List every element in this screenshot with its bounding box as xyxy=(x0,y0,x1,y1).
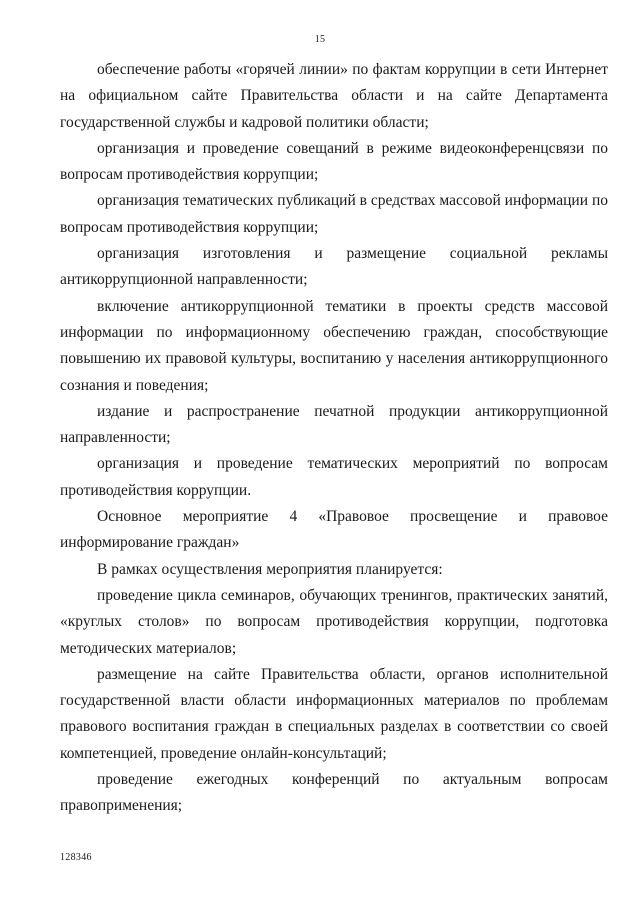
paragraph-website-materials: размещение на сайте Правительства области, органов исполнительной государственной власти области информационных материалов по проблемам правового воспитания граждан в специальных разделах в соответствии со своей компетенцией, проведение онлайн-консультаций; xyxy=(60,665,608,762)
paragraph-planned-intro: В рамках осуществления мероприятия планируется: xyxy=(97,560,443,578)
paragraph-seminars: проведение цикла семинаров, обучающих тренингов, практических занятий, «круглых столов» по вопросам противодействия коррупции, подготовка методических материалов; xyxy=(60,586,608,657)
paragraph-video-conferences: организация и проведение совещаний в режиме видеоконференцсвязи по вопросам противодействия коррупции; xyxy=(60,139,608,184)
document-code: 128346 xyxy=(60,852,92,863)
paragraph-social-advertising: организация изготовления и размещение социальной рекламы антикоррупционной направленности; xyxy=(60,245,608,289)
paragraph-annual-conferences: проведение ежегодных конференций по актуальным вопросам правоприменения; xyxy=(60,771,608,815)
paragraph-main-activity-4: Основное мероприятие 4 «Правовое просвещение и правовое информирование граждан» xyxy=(60,508,608,552)
paragraph-hotline: обеспечение работы «горячей линии» по фактам коррупции в сети Интернет на официальном сайте Правительства области и на сайте Департамента государственной службы и кадровой политики области; xyxy=(60,61,608,131)
paragraph-thematic-events: организация и проведение тематических мероприятий по вопросам противодействия коррупции. xyxy=(60,455,608,499)
paragraph-media-publications: организация тематических публикаций в средствах массовой информации по вопросам противодействия коррупции; xyxy=(60,192,608,236)
paragraph-media-projects: включение антикоррупционной тематики в проекты средств массовой информации по информационному обеспечению граждан, способствующие повышению их правовой культуры, воспитанию у населения антикоррупционного сознания и поведения; xyxy=(60,297,608,394)
paragraph-printed-products: издание и распространение печатной продукции антикоррупционной направленности; xyxy=(60,402,608,447)
document-body xyxy=(60,57,608,820)
page-number: 15 xyxy=(314,34,326,45)
